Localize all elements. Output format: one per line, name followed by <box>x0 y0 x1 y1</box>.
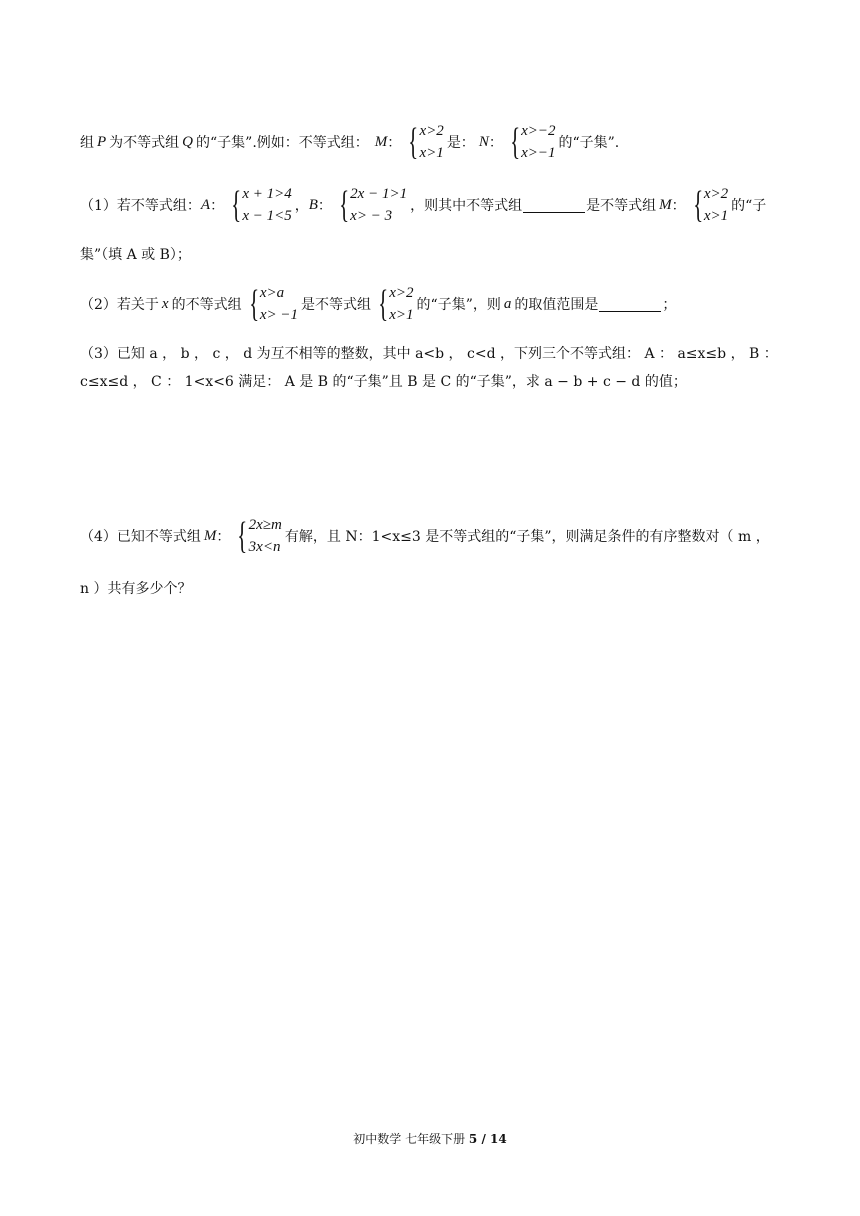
q3-text-line-2: c≤x≤d ， C ： 1<x<6 满足： A 是 B 的“子集”且 B 是 C 的“子集”，求 a − b + c − d 的值； <box>80 374 687 390</box>
q4-line-1 <box>80 514 798 558</box>
left-brace: { <box>408 121 419 163</box>
var-n: N <box>478 133 489 150</box>
var-x: x <box>161 295 169 312</box>
system-m <box>689 183 729 227</box>
answer-blank[interactable] <box>599 297 661 312</box>
q4-line-2 <box>80 578 798 598</box>
colon: ： <box>488 135 503 151</box>
var-a-set: A <box>200 196 211 213</box>
var-m: M <box>203 527 217 544</box>
system-q2-second <box>374 282 414 326</box>
var-q: Q <box>182 133 194 150</box>
system-row: x>2 <box>419 123 444 139</box>
system-m-example <box>404 120 444 164</box>
q3-line-2 <box>80 371 798 391</box>
q2-text-6: ； <box>662 297 677 313</box>
answer-blank[interactable] <box>523 198 585 213</box>
system-row: 3x<n <box>248 539 281 555</box>
system-row: x>2 <box>703 186 729 202</box>
q2-text-5: 的取值范围是 <box>514 297 599 313</box>
system-row: x + 1>4 <box>242 186 292 202</box>
left-brace: { <box>692 184 703 226</box>
q1-line-1: （1）若不等式组： A ： { x + 1>4 x − 1<5 ， B ： { 2x − 1>1 x> − 3 ，则其中不等式组 是不等式组 M ： { x>2 x>1 的“子 <box>80 184 767 226</box>
system-n-example <box>506 120 556 164</box>
system-row: x> − 3 <box>350 208 393 224</box>
intro-text-4: 是： <box>446 135 475 151</box>
system-row: x>−1 <box>521 145 556 161</box>
var-b-set: B <box>308 196 318 213</box>
left-brace: { <box>339 184 350 226</box>
q2-text-3: 是不等式组 <box>301 297 371 313</box>
system-row: x>2 <box>389 285 414 301</box>
intro-text-5: 的“子集”. <box>558 135 620 151</box>
colon: ： <box>216 529 231 545</box>
system-row: x>1 <box>419 145 444 161</box>
var-a: a <box>503 295 512 312</box>
q3-text-line-1: （3）已知 a ， b ， c ， d 为互不相等的整数，其中 a<b ， c<d ，下列三个不等式组： A ： a≤x≤b ， B ： <box>80 346 778 362</box>
system-row: x>a <box>259 285 285 301</box>
system-b <box>335 183 407 227</box>
q2-text-4: 的“子集”，则 <box>416 297 501 313</box>
left-brace: { <box>248 283 259 325</box>
q2-line <box>80 282 798 326</box>
q4-text-1: （4）已知不等式组 <box>80 529 201 545</box>
page-number: 5 / 14 <box>468 1132 507 1146</box>
system-row: x>−2 <box>521 123 556 139</box>
colon: ： <box>387 135 402 151</box>
system-q4 <box>233 514 281 558</box>
system-row: x − 1<5 <box>242 208 292 224</box>
q2-text-1: （2）若关于 <box>80 297 159 313</box>
var-p: P <box>97 133 107 150</box>
q1-line-2 <box>80 244 798 264</box>
q1-text-2: ， <box>294 198 309 214</box>
q1-text-1: （1）若不等式组： <box>80 198 201 214</box>
system-row: 2x≥m <box>248 517 282 533</box>
intro-text-3: 的“子集”.例如：不等式组： <box>196 135 369 151</box>
system-row: x> −1 <box>259 307 298 323</box>
left-brace: { <box>509 121 520 163</box>
q1-text-5: 的“子 <box>731 198 767 214</box>
page-footer <box>0 1130 860 1147</box>
intro-line <box>80 120 798 164</box>
system-row: x>1 <box>389 307 414 323</box>
left-brace: { <box>237 515 248 557</box>
system-q2-first <box>245 282 298 326</box>
system-row: x>1 <box>703 208 729 224</box>
q2-text-2: 的不等式组 <box>171 297 242 313</box>
intro-text-2: 为不等式组 <box>109 135 180 151</box>
left-brace: { <box>378 283 389 325</box>
q1-text-4: 是不等式组 <box>586 198 657 214</box>
var-m: M <box>659 196 672 213</box>
q3-line-1 <box>80 343 798 363</box>
var-m: M <box>374 133 388 150</box>
left-brace: { <box>231 184 242 226</box>
system-a <box>227 183 292 227</box>
q4-text-2: 有解，且 N：1<x≤3 是不等式组的“子集”，则满足条件的有序整数对（ m ， <box>284 529 770 545</box>
footer-text: 初中数学 七年级下册 <box>353 1132 466 1146</box>
system-row: 2x − 1>1 <box>350 186 408 202</box>
intro-text-1: 组 <box>80 135 94 151</box>
q1-text-3: ，则其中不等式组 <box>410 198 523 214</box>
q1-text-line-2: 集”（填 A 或 B）； <box>80 247 191 263</box>
q4-text-line-2: n ）共有多少个？ <box>80 581 192 597</box>
